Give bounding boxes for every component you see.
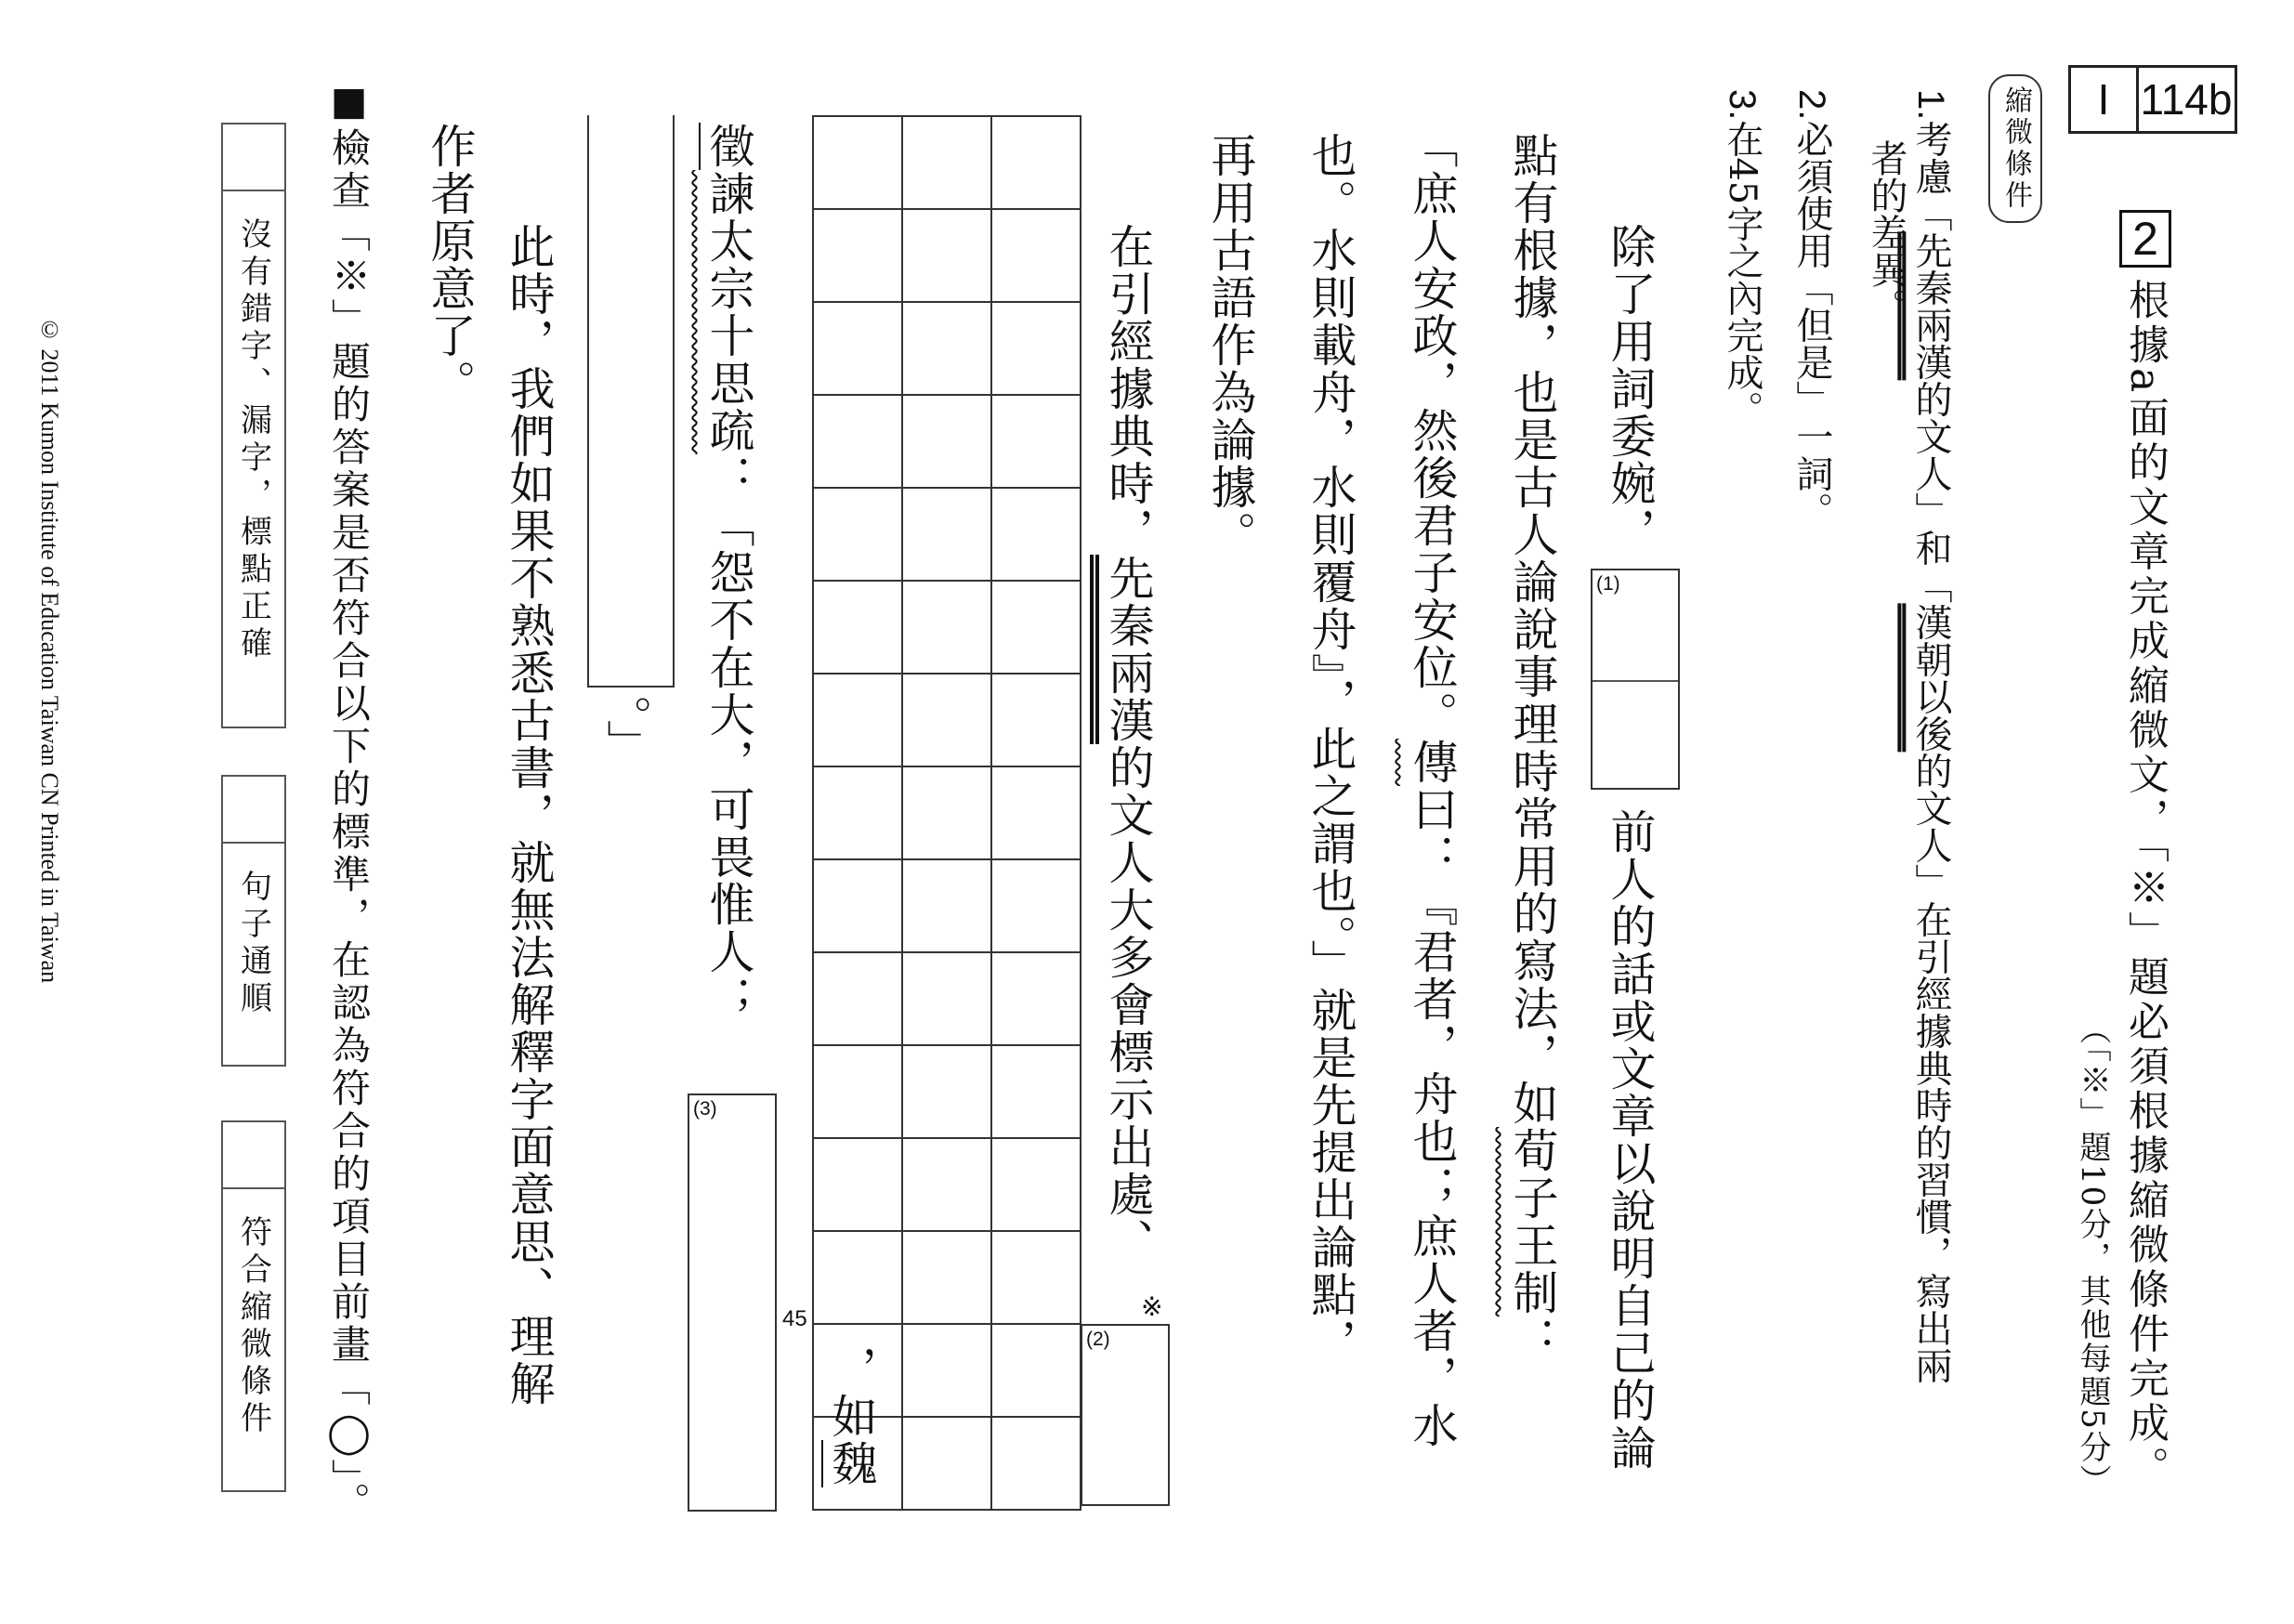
grid-cell[interactable] xyxy=(990,487,1081,582)
blank-2-label: (2) xyxy=(1086,1329,1110,1350)
checklist-item-2[interactable] xyxy=(221,775,286,1067)
grid-cell[interactable] xyxy=(990,951,1081,1046)
grid-cell[interactable] xyxy=(990,858,1081,953)
checklist-item-1[interactable] xyxy=(221,123,286,728)
grid-cell[interactable] xyxy=(901,1044,992,1139)
blank-3-label: (3) xyxy=(693,1098,717,1120)
grid-cell[interactable] xyxy=(901,394,992,489)
copyright: © 2011 Kumon Institute of Education Taiwan CN Printed in Taiwan xyxy=(36,316,63,984)
blank-1[interactable] xyxy=(1591,569,1680,790)
grid-cell[interactable] xyxy=(812,1137,903,1232)
checklist-item-2-label: 句子通順 xyxy=(234,870,272,1018)
level-box xyxy=(2068,65,2237,134)
grid-cell[interactable] xyxy=(901,951,992,1046)
page-number: 114b xyxy=(2140,75,2233,124)
star-mark: ※ xyxy=(1141,1291,1163,1322)
grid-cell[interactable] xyxy=(901,580,992,674)
blank-3-cont[interactable] xyxy=(587,115,675,688)
term-pre-qin-2: 先秦兩漢 xyxy=(1102,555,1155,744)
grid-cell[interactable] xyxy=(812,487,903,582)
grid-cell[interactable] xyxy=(901,301,992,396)
level-label: I xyxy=(2071,68,2139,131)
instruction-line-2: （「※」題10分，其他每題5分） xyxy=(2074,1013,2111,1498)
grid-cell[interactable] xyxy=(990,394,1081,489)
grid-cell[interactable] xyxy=(812,208,903,303)
grid-cell[interactable] xyxy=(901,1137,992,1232)
grid-cell[interactable] xyxy=(990,580,1081,674)
passage-line-7: ，如魏 xyxy=(829,1345,874,1487)
condition-3: 3.在45字之內完成。 xyxy=(1721,89,1763,428)
blank-2[interactable] xyxy=(1081,1324,1170,1506)
grid-cell[interactable] xyxy=(812,673,903,767)
passage-line-9: 。」 xyxy=(600,695,653,767)
passage-line-11: 作者原意了。 xyxy=(424,123,477,407)
conditions-tag: 縮微條件 xyxy=(1988,74,2042,223)
grid-cell[interactable] xyxy=(990,301,1081,396)
checklist-item-3[interactable] xyxy=(221,1120,286,1492)
name-zhuan: 傳 xyxy=(1406,739,1459,786)
grid-count-label: 45 xyxy=(782,1306,807,1331)
grid-cell[interactable] xyxy=(901,115,992,210)
condition-2: 2.必須使用「但是」一詞。 xyxy=(1790,89,1833,530)
grid-cell[interactable] xyxy=(901,208,992,303)
grid-cell[interactable] xyxy=(812,1044,903,1139)
grid-cell[interactable] xyxy=(901,1416,992,1511)
passage-line-1b: 前人的話或文章以說明自己的論 xyxy=(1604,808,1657,1472)
grid-cell[interactable] xyxy=(812,766,903,860)
grid-cell[interactable] xyxy=(901,766,992,860)
passage-line-10: 此時，我們如果不熟悉古書，就無法解釋字面意思、理解 xyxy=(503,223,556,1408)
check-instruction: ■檢查「※」題的答案是否符合以下的標準，在認為符合的項目前畫「◯」。 xyxy=(326,78,372,1525)
passage-line-6: 在引經據典時，先秦兩漢的文人大多會標示出處、 xyxy=(1102,223,1155,1265)
grid-cell[interactable] xyxy=(812,394,903,489)
passage-line-4: 也。水則載舟，水則覆舟』，此之謂也。」就是先提出論點， xyxy=(1304,132,1357,1366)
grid-cell[interactable] xyxy=(990,1323,1081,1418)
title-ten-thoughts: 諫太宗十思疏 xyxy=(702,170,755,454)
name-zheng: 徵 xyxy=(699,123,755,170)
grid-cell[interactable] xyxy=(990,1416,1081,1511)
grid-cell[interactable] xyxy=(812,1230,903,1325)
passage-line-5: 再用古語作為論據。 xyxy=(1204,132,1257,558)
name-xunzi: 荀子王制 xyxy=(1506,1127,1559,1316)
grid-cell[interactable] xyxy=(812,115,903,210)
grid-cell[interactable] xyxy=(990,1230,1081,1325)
condition-1-cont: 者的差異。 xyxy=(1865,139,1907,325)
grid-cell[interactable] xyxy=(901,1323,992,1418)
grid-cell[interactable] xyxy=(990,766,1081,860)
grid-cell[interactable] xyxy=(990,115,1081,210)
question-number: 2 xyxy=(2119,210,2171,268)
instruction-line-1: 根據a面的文章完成縮微文，「※」題必須根據縮微條件完成。 xyxy=(2121,279,2169,1491)
name-wei: 魏 xyxy=(821,1440,878,1487)
grid-cell[interactable] xyxy=(812,301,903,396)
passage-line-8: 徵諫太宗十思疏：「怨不在大，可畏惟人； xyxy=(706,123,752,1023)
check-bullet: ■ xyxy=(326,78,372,127)
grid-cell[interactable] xyxy=(901,1230,992,1325)
grid-cell[interactable] xyxy=(901,673,992,767)
grid-cell[interactable] xyxy=(812,951,903,1046)
grid-cell[interactable] xyxy=(990,208,1081,303)
grid-cell[interactable] xyxy=(990,673,1081,767)
grid-cell[interactable] xyxy=(990,1137,1081,1232)
grid-cell[interactable] xyxy=(812,858,903,953)
condition-1-num: 1. xyxy=(1910,89,1951,121)
term-pre-qin: 先秦兩漢 xyxy=(1909,231,1952,381)
passage-line-3: 「庶人安政，然後君子安位。傳曰：『君者，舟也；庶人者，水 xyxy=(1406,123,1459,1449)
grid-cell[interactable] xyxy=(990,1044,1081,1139)
checklist-item-1-label: 沒有錯字、漏字，標點正確 xyxy=(234,217,272,663)
condition-1: 1.考慮「先秦兩漢的文人」和「漢朝以後的文人」在引經據典時的習慣，寫出兩 xyxy=(1909,89,1952,1384)
blank-3[interactable] xyxy=(688,1094,777,1512)
grid-cell[interactable] xyxy=(901,487,992,582)
passage-line-2: 點有根據，也是古人論說事理時常用的寫法，如荀子王制： xyxy=(1506,132,1559,1364)
blank-1-label: (1) xyxy=(1596,573,1620,595)
term-post-han: 漢朝以後 xyxy=(1909,603,1952,753)
passage-line-1a: 除了用詞委婉， xyxy=(1604,223,1657,555)
grid-cell[interactable] xyxy=(812,580,903,674)
checklist-item-3-label: 符合縮微條件 xyxy=(234,1215,272,1438)
answer-grid[interactable] xyxy=(812,115,1085,1509)
grid-cell[interactable] xyxy=(901,858,992,953)
